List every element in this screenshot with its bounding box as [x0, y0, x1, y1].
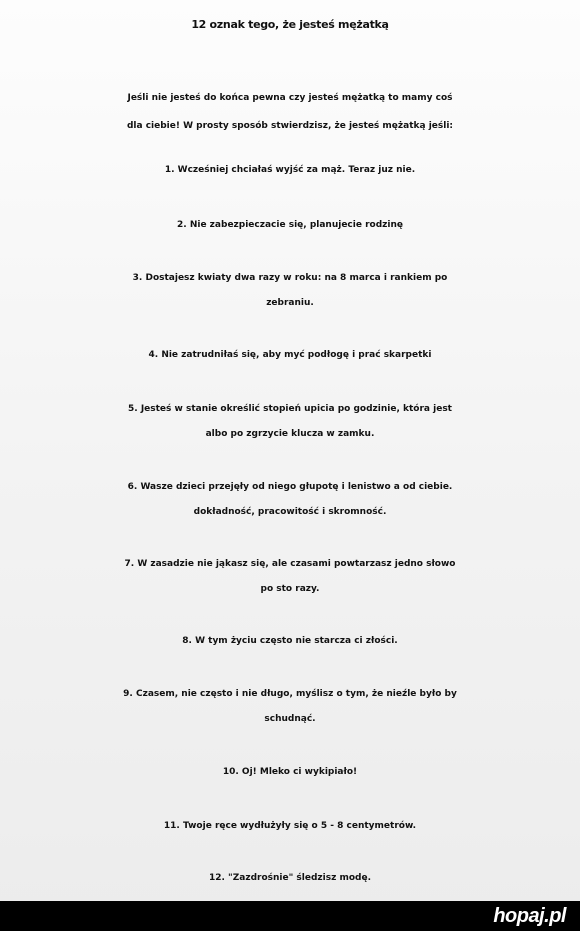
list-item-line: dokładność, pracowitość i skromność.: [193, 507, 387, 517]
list-item-line: po sto razy.: [260, 584, 320, 594]
list-item-line: schudnąć.: [264, 714, 316, 724]
list-item-line: 1. Wcześniej chciałaś wyjść za mąż. Teraz juz nie.: [164, 165, 416, 175]
list-item-line: 6. Wasze dzieci przejęły od niego głupotę i lenistwo a od ciebie.: [127, 482, 453, 492]
list-item-5: [0, 397, 580, 447]
list-item-line: 3. Dostajesz kwiaty dwa razy w roku: na 8 marca i rankiem po: [132, 273, 448, 283]
list-item-6: [0, 475, 580, 525]
list-item-2: [0, 213, 580, 238]
list-item-1: [0, 158, 580, 183]
list-item-line: 11. Twoje ręce wydłużyły się o 5 - 8 centymetrów.: [163, 821, 417, 831]
footer-bar: [0, 901, 580, 931]
list-item-line: 5. Jesteś w stanie określić stopień upicia po godzinie, która jest: [128, 404, 452, 414]
intro-line: Jeśli nie jesteś do końca pewna czy jesteś mężatką to mamy coś: [127, 93, 453, 103]
list-item-line: albo po zgrzycie klucza w zamku.: [205, 429, 375, 439]
list-item-line: 4. Nie zatrudniłaś się, aby myć podłogę i prać skarpetki: [148, 350, 432, 360]
list-item-12: [0, 866, 580, 891]
list-item-line: 2. Nie zabezpieczacie się, planujecie rodzinę: [177, 220, 403, 230]
site-logo: hopaj.pl: [493, 905, 566, 927]
list-item-4: [0, 343, 580, 368]
list-item-11: [0, 814, 580, 839]
page-title: 12 oznak tego, że jesteś mężatką: [191, 18, 389, 31]
list-item-8: [0, 629, 580, 654]
intro-line: dla ciebie! W prosty sposób stwierdzisz, że jesteś mężatką jeśli:: [126, 121, 454, 131]
list-item-line: zebraniu.: [266, 298, 314, 308]
list-item-9: [0, 682, 580, 732]
list-item-10: [0, 760, 580, 785]
list-item-line: 7. W zasadzie nie jąkasz się, ale czasami powtarzasz jedno słowo: [124, 559, 456, 569]
list-item-line: 8. W tym życiu często nie starcza ci złości.: [182, 636, 398, 646]
list-item-3: [0, 266, 580, 316]
list-item-line: 10. Oj! Mleko ci wykipiało!: [222, 767, 358, 777]
list-item-7: [0, 552, 580, 602]
list-item-line: 9. Czasem, nie często i nie długo, myślisz o tym, że nieźle było by: [123, 689, 457, 699]
list-item-line: 12. "Zazdrośnie" śledzisz modę.: [208, 873, 371, 883]
intro-paragraph: [0, 84, 580, 140]
